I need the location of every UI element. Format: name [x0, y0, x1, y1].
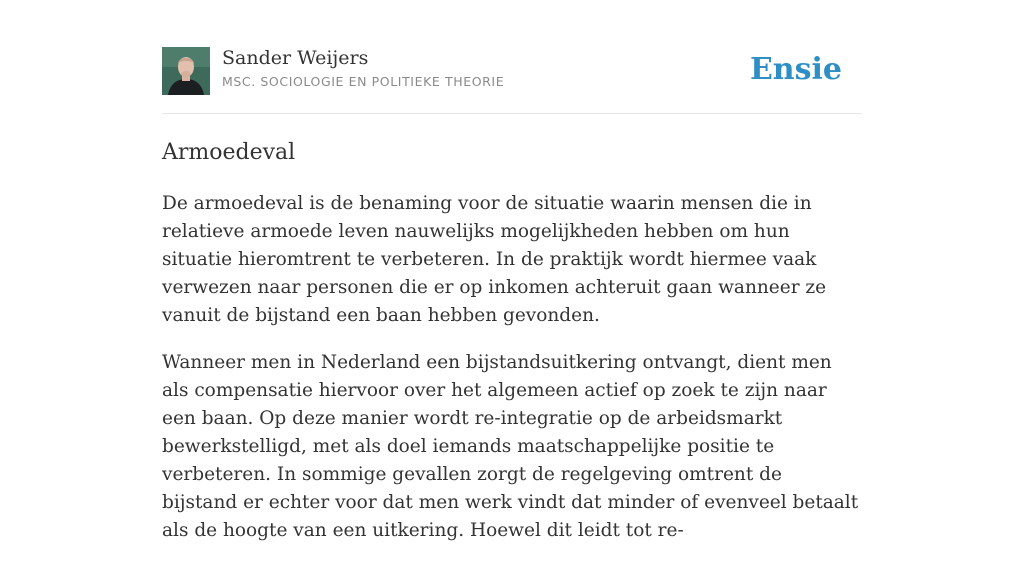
author-name[interactable]: Sander Weijers [222, 47, 369, 69]
ensie-logo[interactable]: Ensie [749, 52, 842, 87]
article-paragraph: Wanneer men in Nederland een bijstandsuitkering ontvangt, dient men als compensatie hiervoor over het algemeen actief op zoek te zijn naar een baan. Op deze manier wordt re-integratie op de arbeidsmarkt bewerkstelligd, met als doel iemands maatschappelijke positie te verbeteren. In sommige gevallen zorgt de regelgeving omtrent de bijstand er echter voor dat men werk vindt dat minder of evenveel betaalt als de hoogte van een uitkering. Hoewel dit leidt tot re- [162, 352, 859, 541]
avatar-image [162, 47, 210, 95]
content-container [162, 0, 862, 541]
article-paragraph: De armoedeval is de benaming voor de situatie waarin mensen die in relatieve armoede leven nauwelijks mogelijkheden hebben om hun situatie hieromtrent te verbeteren. In de praktijk wordt hiermee vaak verwezen naar personen die er op inkomen achteruit gaan wanneer ze vanuit de bijstand een baan hebben gevonden. [162, 193, 827, 326]
article-title: Armoedeval [162, 140, 296, 165]
author-subtitle: MSC. SOCIOLOGIE EN POLITIEKE THEORIE [222, 74, 505, 89]
author-avatar[interactable] [162, 47, 210, 95]
article-body [162, 190, 862, 564]
author-header [162, 0, 862, 114]
